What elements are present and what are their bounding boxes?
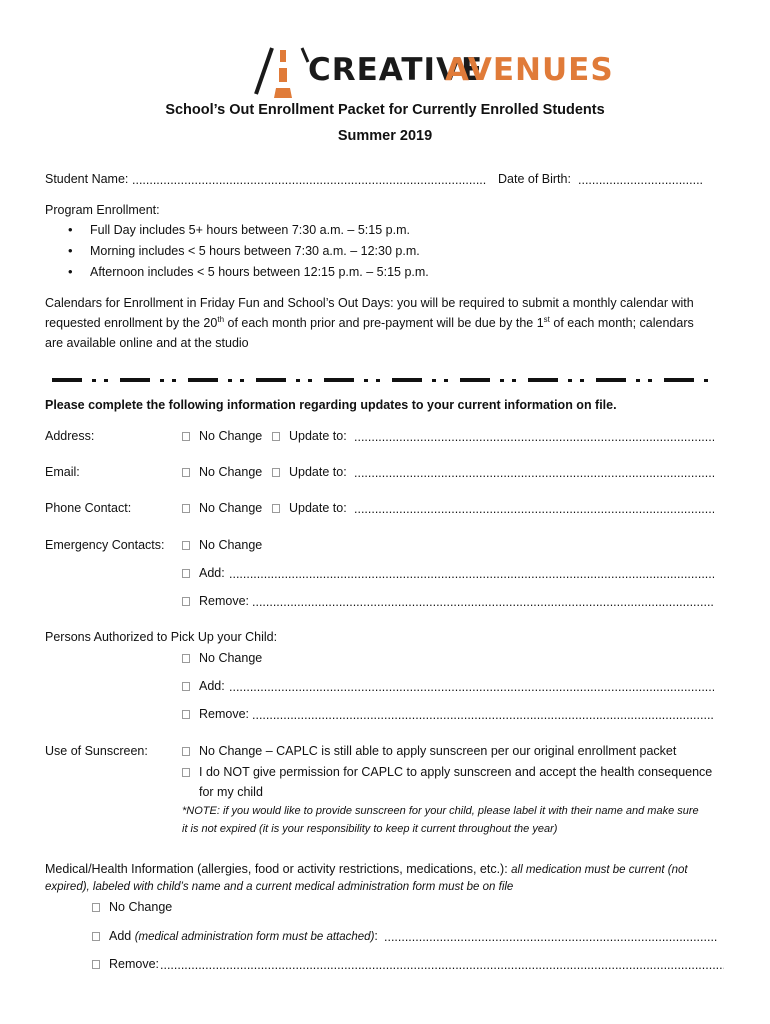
calendar-text-line2: requested enrollment by the 20th of each month prior and pre-payment will be due by the 1st of each month; calendars: [45, 314, 694, 330]
pickup-remove-field[interactable]: [252, 707, 714, 723]
phone-update-field[interactable]: [354, 501, 714, 517]
checkbox-icon[interactable]: [182, 710, 190, 719]
checkbox-icon[interactable]: [182, 504, 190, 513]
address-label: Address:: [45, 429, 95, 443]
pickup-no-change-option[interactable]: No Change: [182, 651, 262, 665]
emergency-no-change-option[interactable]: No Change: [182, 538, 262, 552]
page-subtitle: Summer 2019: [337, 128, 433, 144]
email-no-change-option[interactable]: No Change: [182, 465, 262, 479]
bullet-icon: •: [68, 243, 73, 258]
bullet-icon: •: [68, 264, 73, 279]
checkbox-icon[interactable]: [182, 468, 190, 477]
student-name-label: Student Name:: [45, 172, 129, 186]
emergency-add-option[interactable]: Add:: [182, 566, 225, 580]
calendar-text-line1: Calendars for Enrollment in Friday Fun and School’s Out Days: you will be required to submit a monthly calendar with: [45, 296, 694, 310]
program-item-afternoon: Afternoon includes < 5 hours between 12:15 p.m. – 5:15 p.m.: [90, 265, 429, 279]
pickup-remove-option[interactable]: Remove:: [182, 707, 249, 721]
medical-remove-option[interactable]: Remove:: [92, 957, 159, 971]
sunscreen-no-change-option[interactable]: No Change – CAPLC is still able to apply sunscreen per our original enrollment packet: [182, 744, 676, 758]
checkbox-icon[interactable]: [182, 747, 190, 756]
checkbox-icon[interactable]: [182, 569, 190, 578]
sunscreen-no-permission-option[interactable]: I do NOT give permission for CAPLC to apply sunscreen and accept the health consequence: [182, 765, 712, 779]
emergency-add-field[interactable]: [229, 566, 714, 582]
sunscreen-no-permission-continued: for my child: [199, 785, 263, 799]
phone-no-change-option[interactable]: No Change: [182, 501, 262, 515]
medical-add-option[interactable]: Add (medical administration form must be attached):: [92, 929, 378, 943]
pickup-label: Persons Authorized to Pick Up your Child:: [45, 630, 278, 644]
address-no-change-option[interactable]: No Change: [182, 429, 262, 443]
medical-add-field[interactable]: [384, 929, 718, 945]
emergency-remove-option[interactable]: Remove:: [182, 594, 249, 608]
phone-update-option[interactable]: Update to:: [272, 501, 347, 515]
page-title: School’s Out Enrollment Packet for Currently Enrolled Students: [165, 102, 605, 118]
sunscreen-note-line1: *NOTE: if you would like to provide sunscreen for your child, please label it with their name and make sure: [182, 805, 699, 817]
emergency-remove-field[interactable]: [252, 594, 714, 610]
checkbox-icon[interactable]: [272, 504, 280, 513]
checkbox-icon[interactable]: [182, 682, 190, 691]
medical-no-change-option[interactable]: No Change: [92, 900, 172, 914]
dob-field[interactable]: [578, 172, 704, 188]
road-mark-icon: [250, 44, 310, 100]
checkbox-icon[interactable]: [92, 903, 100, 912]
dash-dot-divider: [52, 377, 712, 383]
address-update-option[interactable]: Update to:: [272, 429, 347, 443]
logo-text-left: CREATIVE: [308, 52, 484, 88]
program-item-morning: Morning includes < 5 hours between 7:30 a.m. – 12:30 p.m.: [90, 244, 420, 258]
logo-text-right: AVENUES: [445, 52, 614, 88]
email-update-field[interactable]: [354, 465, 714, 481]
medical-heading: Medical/Health Information (allergies, food or activity restrictions, medications, etc.): all medication must be current (not: [45, 862, 688, 876]
creative-avenues-logo: [250, 44, 614, 100]
dob-label: Date of Birth:: [498, 172, 571, 186]
checkbox-icon[interactable]: [92, 932, 100, 941]
program-heading: Program Enrollment:: [45, 203, 160, 217]
medical-note-line2: expired), labeled with child’s name and a current medical administration form must be on file: [45, 881, 514, 893]
bullet-icon: •: [68, 222, 73, 237]
sunscreen-label: Use of Sunscreen:: [45, 744, 148, 758]
pickup-add-field[interactable]: [229, 679, 714, 695]
checkbox-icon[interactable]: [182, 654, 190, 663]
checkbox-icon[interactable]: [92, 960, 100, 969]
checkbox-icon[interactable]: [182, 432, 190, 441]
phone-label: Phone Contact:: [45, 501, 132, 515]
checkbox-icon[interactable]: [272, 468, 280, 477]
emergency-label: Emergency Contacts:: [45, 538, 165, 552]
checkbox-icon[interactable]: [182, 768, 190, 777]
calendar-text-line3: are available online and at the studio: [45, 336, 249, 350]
checkbox-icon[interactable]: [182, 541, 190, 550]
email-label: Email:: [45, 465, 80, 479]
checkbox-icon[interactable]: [182, 597, 190, 606]
sunscreen-note-line2: it is not expired (it is your responsibility to keep it current throughout the year): [182, 823, 558, 835]
medical-remove-field[interactable]: [160, 957, 724, 973]
email-update-option[interactable]: Update to:: [272, 465, 347, 479]
student-name-field[interactable]: [132, 172, 486, 188]
address-update-field[interactable]: [354, 429, 714, 445]
updates-heading: Please complete the following information regarding updates to your current information on file.: [45, 398, 617, 412]
pickup-add-option[interactable]: Add:: [182, 679, 225, 693]
checkbox-icon[interactable]: [272, 432, 280, 441]
program-item-full-day: Full Day includes 5+ hours between 7:30 a.m. – 5:15 p.m.: [90, 223, 410, 237]
